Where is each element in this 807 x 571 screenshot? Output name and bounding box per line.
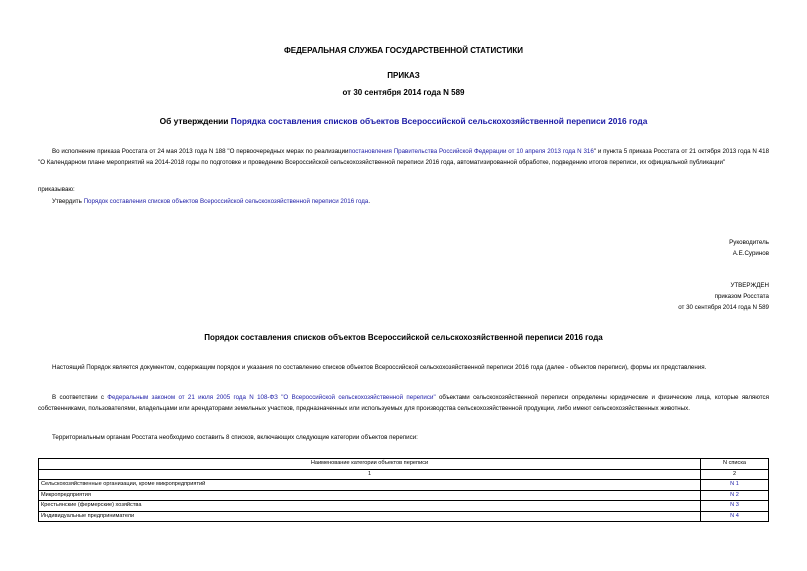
approval-line-1: УТВЕРЖДЕН (730, 282, 769, 289)
procedure-paragraph-3 (38, 432, 769, 443)
signature-name: А.Е.Суринов (732, 250, 769, 257)
doc-title-link[interactable]: Порядка составления списков объектов Всероссийской сельскохозяйственной переписи 2016 года (230, 116, 648, 126)
table-col-number-1: 1 (39, 469, 701, 480)
table-cell-category: Сельскохозяйственные организации, кроме микропредприятий (39, 480, 701, 491)
signature-position: Руководитель (729, 239, 769, 246)
table-row (39, 511, 769, 522)
org-name: ФЕДЕРАЛЬНАЯ СЛУЖБА ГОСУДАРСТВЕННОЙ СТАТИСТИКИ (283, 46, 524, 55)
procedure-text-1: Настоящий Порядок является документом, содержащим порядок и указания по составлению списков объектов Всероссийской сельскохозяйственной переписи 2016 года (далее - объектов переписи), формы их представления. (52, 364, 707, 371)
table-cell-list-number[interactable]: N 1 (701, 480, 769, 491)
procedure-paragraph-1 (38, 362, 769, 373)
prikazyvayu-text: приказываю: (38, 186, 75, 193)
doc-type: ПРИКАЗ (387, 71, 420, 80)
approval-line-2: приказом Росстата (714, 293, 769, 300)
doc-title-prefix: Об утверждении (159, 116, 231, 126)
procedure-text-2-pre: В соответствии с (52, 394, 108, 401)
table-cell-category: Микропредприятия (39, 490, 701, 501)
table-header-number: N списка (701, 459, 769, 470)
table-cell-category: Индивидуальные предприниматели (39, 511, 701, 522)
approve-suffix: . (368, 198, 371, 205)
doc-date: от 30 сентября 2014 года N 589 (342, 88, 465, 97)
approve-link[interactable]: Порядок составления списков объектов Всероссийской сельскохозяйственной переписи 2016 года (83, 198, 369, 205)
approval-line-3: от 30 сентября 2014 года N 589 (678, 304, 769, 311)
table-row (39, 490, 769, 501)
table-numbering-row (39, 469, 769, 480)
table-row (39, 480, 769, 491)
intro-link-316[interactable]: постановления Правительства Российской Федерации от 10 апреля 2013 года N 316 (348, 148, 594, 155)
table-header-row (39, 459, 769, 470)
procedure-title: Порядок составления списков объектов Всероссийской сельскохозяйственной переписи 2016 года (204, 333, 603, 342)
procedure-text-3: Территориальным органам Росстата необходимо составить 8 списков, включающих следующие категории объектов переписи: (52, 434, 418, 441)
federal-law-link[interactable]: Федеральным законом от 21 июля 2005 года N 108-ФЗ "О Всероссийской сельскохозяйственной переписи" (107, 394, 436, 401)
intro-text-2: " и пункта 5 приказа Росстата от 21 октября 2013 года N 418 "О Календарном плане мероприятий на 2014-2018 годы по подготовке и проведению Всероссийской сельскохозяйственной переписи 2016 года, автоматизированной обработке, подведению итогов переписи, их официальной публикации" (38, 148, 770, 166)
table-cell-list-number[interactable]: N 3 (701, 501, 769, 512)
intro-text-1: Во исполнение приказа Росстата от 24 мая 2013 года N 188 "О первоочередных мерах по реализации (52, 148, 349, 155)
procedure-text-2-post: объектами сельскохозяйственной переписи определены юридические и физические лица, которые являются собственниками, пользователями, владельцами или арендаторами земельных участков, предназначенных или используемых для производства сельскохозяйственной продукции, либо имеют сельскохозяйственных животных. (38, 394, 769, 412)
table-cell-category: Крестьянские (фермерские) хозяйства (39, 501, 701, 512)
table-col-number-2: 2 (701, 469, 769, 480)
doc-title (0, 116, 807, 126)
procedure-paragraph-2 (38, 392, 769, 414)
signature-block (729, 237, 769, 259)
table-cell-list-number[interactable]: N 2 (701, 490, 769, 501)
categories-table (38, 458, 769, 522)
approve-paragraph (38, 196, 769, 207)
table-cell-list-number[interactable]: N 4 (701, 511, 769, 522)
table-header-name: Наименование категории объектов переписи (39, 459, 701, 470)
approve-prefix: Утвердить (52, 198, 84, 205)
approval-block (678, 280, 769, 313)
intro-paragraph (38, 146, 769, 168)
table-row (39, 501, 769, 512)
